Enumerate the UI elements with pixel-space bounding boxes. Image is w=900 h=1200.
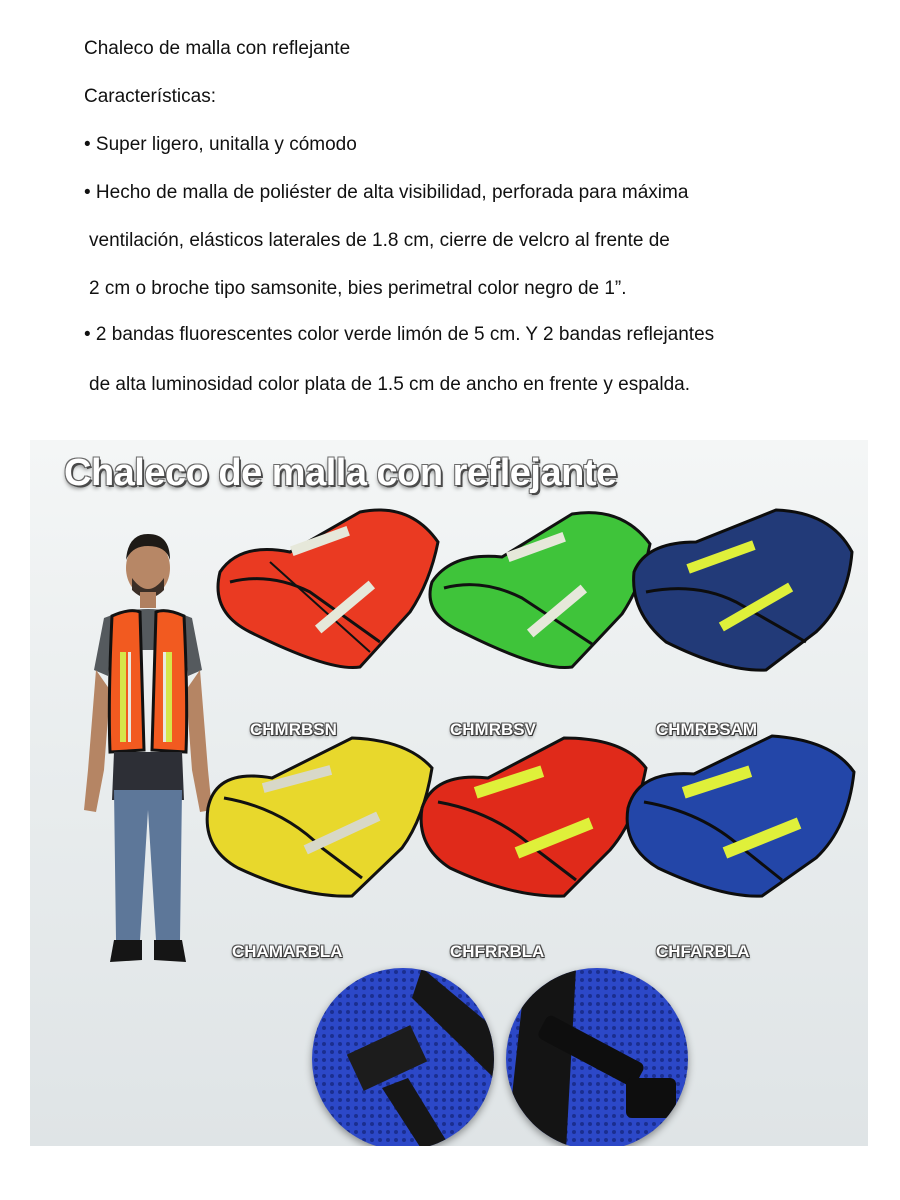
feature-line: • Super ligero, unitalla y cómodo	[84, 134, 357, 155]
catalog-image	[30, 440, 868, 1146]
product-code: CHMRBSN	[250, 720, 337, 739]
buckle-closure-illustration	[506, 968, 688, 1146]
feature-line: • 2 bandas fluorescentes color verde limón de 5 cm. Y 2 bandas reflejantes	[84, 324, 715, 345]
buckle-closure-detail	[506, 968, 688, 1146]
feature-line: 2 cm o broche tipo samsonite, bies perimetral color negro de 1”.	[89, 278, 627, 299]
vest-navy-illustration	[626, 502, 866, 672]
product-code: CHFARBLA	[656, 942, 750, 961]
vest-red-illustration	[210, 502, 450, 672]
model-wearing-vest-illustration	[70, 520, 220, 980]
feature-line: ventilación, elásticos laterales de 1.8 cm, cierre de velcro al frente de	[89, 230, 670, 251]
velcro-closure-detail	[312, 968, 494, 1146]
product-code: CHMRBSV	[450, 720, 536, 739]
description-subtitle: Características:	[84, 86, 216, 107]
velcro-closure-illustration	[312, 968, 494, 1146]
vest-yellow-illustration	[202, 728, 442, 898]
product-code: CHMRBSAM	[656, 720, 758, 739]
description-title: Chaleco de malla con reflejante	[84, 38, 351, 59]
feature-line: de alta luminosidad color plata de 1.5 cm de ancho en frente y espalda.	[89, 374, 690, 395]
feature-line: • Hecho de malla de poliéster de alta visibilidad, perforada para máxima	[84, 182, 689, 203]
product-code: CHAMARBLA	[232, 942, 343, 961]
product-code: CHFRRBLA	[450, 942, 545, 961]
catalog-title: Chaleco de malla con reflejante	[64, 452, 617, 494]
vest-blue-illustration	[622, 728, 862, 898]
vest-red-orange-illustration	[414, 728, 654, 898]
